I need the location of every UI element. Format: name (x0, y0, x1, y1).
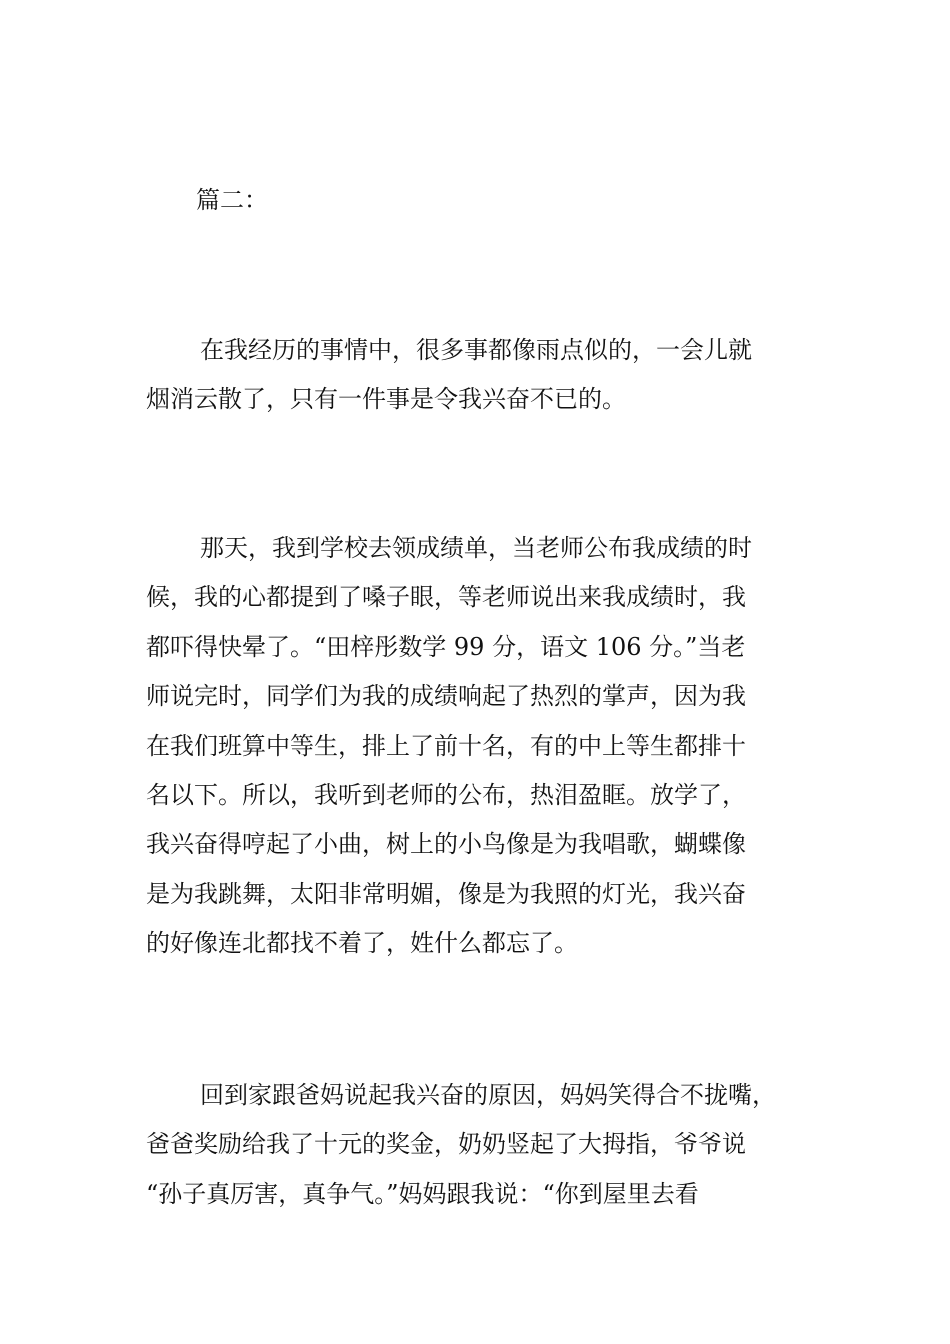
text-line: 我兴奋得哼起了小曲，树上的小鸟像是为我唱歌，蝴蝶像 (146, 830, 746, 859)
text-line: 在我经历的事情中，很多事都像雨点似的，一会儿就 (200, 336, 752, 364)
text-line: 那天，我到学校去领成绩单，当老师公布我成绩的时 (200, 534, 752, 562)
text-line: 候，我的心都提到了嗓子眼，等老师说出来我成绩时，我 (146, 583, 746, 612)
paragraph-3 (146, 1071, 826, 1219)
section-heading: 篇二： (196, 186, 268, 214)
text-line: 都吓得快晕了。“田梓彤数学 99 分，语文 106 分。”当老 (146, 632, 746, 661)
paragraph-2 (146, 524, 826, 969)
text-line: 爸爸奖励给我了十元的奖金，奶奶竖起了大拇指，爷爷说 (146, 1130, 746, 1159)
text-line: 是为我跳舞，太阳非常明媚，像是为我照的灯光，我兴奋 (146, 879, 746, 908)
text-line: 烟消云散了，只有一件事是令我兴奋不已的。 (146, 385, 626, 414)
text-line: 名以下。所以，我听到老师的公布，热泪盈眶。放学了， (146, 780, 746, 809)
text-line: 回到家跟爸妈说起我兴奋的原因，妈妈笑得合不拢嘴， (200, 1081, 776, 1109)
text-line: 师说完时，同学们为我的成绩响起了热烈的掌声，因为我 (146, 682, 746, 711)
paragraph-1 (146, 326, 826, 425)
text-line: “孙子真厉害，真争气。”妈妈跟我说：“你到屋里去看 (146, 1179, 699, 1208)
text-line: 的好像连北都找不着了，姓什么都忘了。 (146, 929, 578, 958)
text-line: 在我们班算中等生，排上了前十名，有的中上等生都排十 (146, 731, 746, 760)
